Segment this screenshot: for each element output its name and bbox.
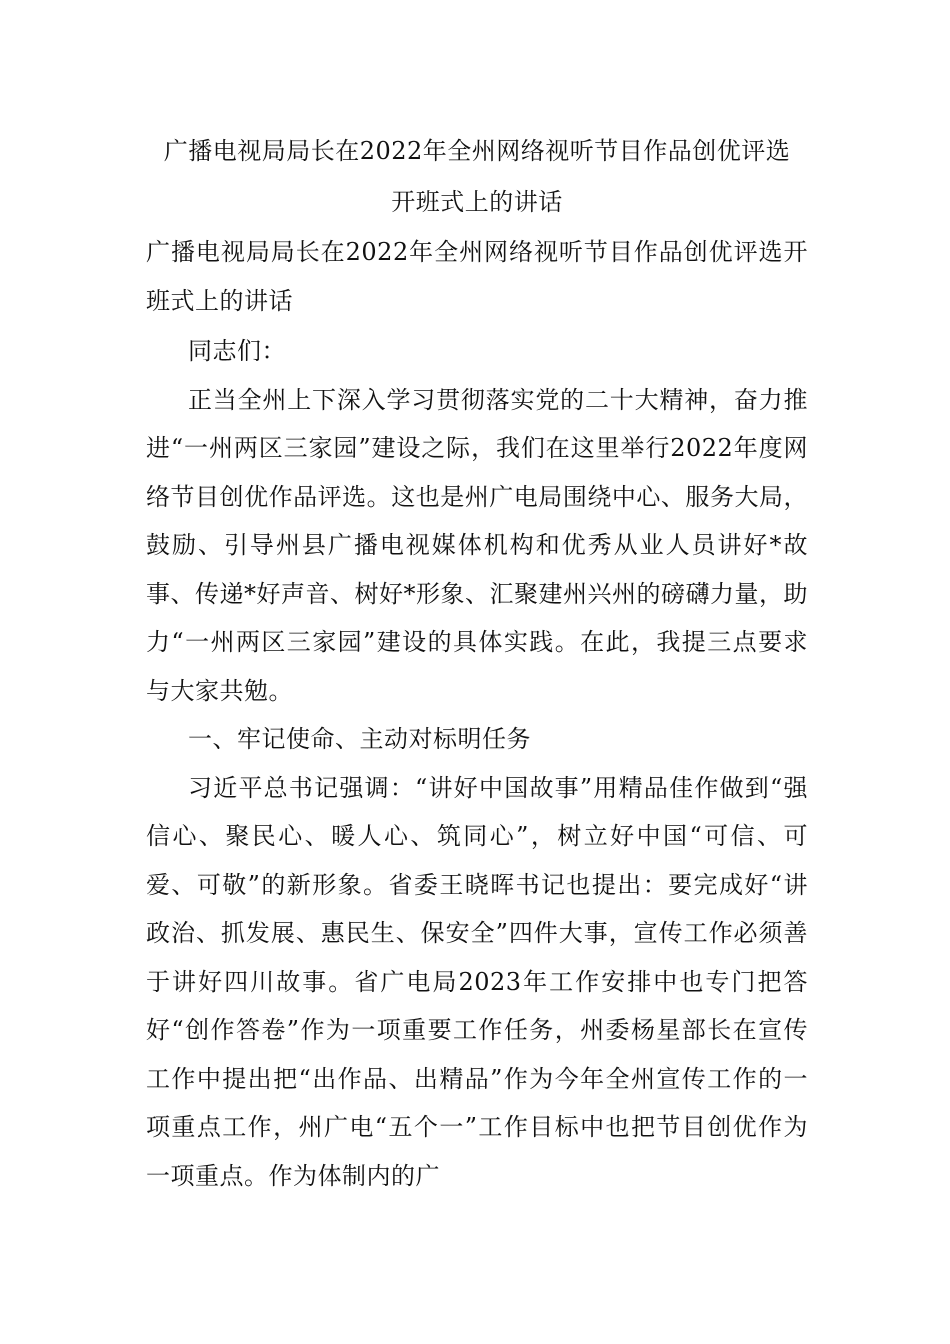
title-line-2: 开班式上的讲话	[391, 188, 563, 216]
title-line-1: 广播电视局局长在2022年全州网络视听节目作品创优评选	[163, 137, 791, 165]
salutation: 同志们：	[188, 337, 286, 365]
section-heading-1: 一、牢记使命、主动对标明任务	[188, 725, 531, 753]
document-title	[146, 126, 808, 228]
body-paragraph-intro: 正当全州上下深入学习贯彻落实党的二十大精神，奋力推进“一州两区三家园”建设之际，我们在这里举行2022年度网络节目创优作品评选。这也是州广电局围绕中心、服务大局，鼓励、引导州县广播电视媒体机构和优秀从业人员讲好*故事、传递*好声音、树好*形象、汇聚建州兴州的磅礴力量，助力“一州两区三家园”建设的具体实践。在此，我提三点要求与大家共勉。	[146, 385, 808, 705]
repeated-title-paragraph: 广播电视局局长在2022年全州网络视听节目作品创优评选开班式上的讲话	[146, 238, 808, 315]
document-body	[146, 126, 808, 1200]
body-paragraph-section-1: 习近平总书记强调：“讲好中国故事”用精品佳作做到“强信心、聚民心、暖人心、筑同心”，树立好中国“可信、可爱、可敬”的新形象。省委王晓晖书记也提出：要完成好“讲政治、抓发展、惠民生、保安全”四件大事，宣传工作必须善于讲好四川故事。省广电局2023年工作安排中也专门把答好“创作答卷”作为一项重要工作任务，州委杨星部长在宣传工作中提出把“出作品、出精品”作为今年全州宣传工作的一项重点工作，州广电“五个一”工作目标中也把节目创优作为一项重点。作为体制内的广	[146, 773, 808, 1190]
